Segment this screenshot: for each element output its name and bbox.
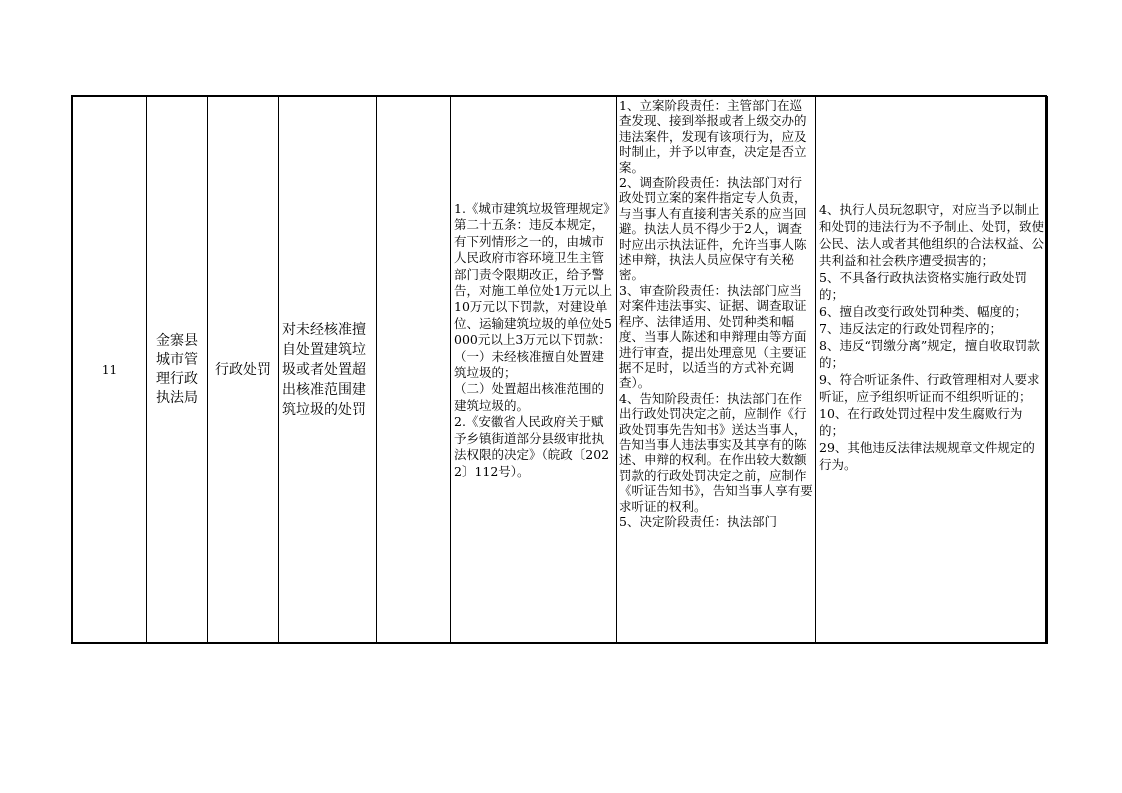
responsibility-text: 1、立案阶段责任：主管部门在巡查发现、接到举报或者上级交办的违法案件，发现有该项行为，应及时制止，并予以审查，决定是否立案。 2、调查阶段责任：执法部门对行政处罚立案的案件指定专人负责，与当事人有直接利害关系的应当回避。执法人员不得少于2人，调查时应出示执法证件，允许当事人陈述申辩，执法人员应保守有关秘密。 3、审查阶段责任：执法部门应当对案件违法事实、证据、调查取证程序、法律适用、处罚种类和幅度、当事人陈述和申辩理由等方面进行审查，提出处理意见（主要证据不足时，以适当的方式补充调查）。 4、告知阶段责任：执法部门在作出行政处罚决定之前，应制作《行政处罚事先告知书》送达当事人，告知当事人违法事实及其享有的陈述、申辩的权利。在作出较大数额罚款的行政处罚决定之前，应制作《听证告知书》，告知当事人享有要求听证的权利。 5、决定阶段责任：执法部门 — [619, 98, 813, 529]
category-cell — [208, 97, 279, 644]
row-number-cell — [73, 97, 147, 644]
responsibility-clip — [617, 97, 815, 643]
responsibility-cell — [617, 97, 816, 644]
accountability-text: 4、执行人员玩忽职守，对应当予以制止和处罚的违法行为不予制止、处罚，致使公民、法人或者其他组织的合法权益、公共利益和社会秩序遭受损害的； 5、不具备行政执法资格实施行政处罚的； 6、擅自改变行政处罚种类、幅度的； 7、违反法定的行政处罚程序的； 8、违反“罚缴分离”规定，擅自收取罚款的； 9、符合听证条件、行政管理相对人要求听证，应予组织听证而不组织听证的； 10、在行政处罚过程中发生腐败行为的； 29、其他违反法律法规规章文件规定的行为。 — [819, 202, 1045, 472]
power-list-table — [72, 96, 1048, 644]
department-name: 金寨县城市管理行政执法局 — [156, 333, 198, 406]
department-cell — [147, 97, 208, 644]
legal-basis-text: 1.《城市建筑垃圾管理规定》第二十五条：违反本规定，有下列情形之一的，由城市人民政府市容环境卫生主管部门责令限期改正，给予警告，对施工单位处1万元以上10万元以下罚款，对建设单位、运输建筑垃圾的单位处5000元以上3万元以下罚款： （一）未经核准擅自处置建筑垃圾的； （二）处置超出核准范围的建筑垃圾的。 2.《安徽省人民政府关于赋予乡镇街道部分县级审批执法权限的决定》（皖政〔2022〕112号）。 — [454, 201, 612, 479]
sub-item-cell — [377, 97, 451, 644]
power-item-name: 对未经核准擅自处置建筑垃圾或者处置超出核准范围建筑垃圾的处罚 — [282, 322, 366, 418]
table-row — [73, 97, 1048, 644]
row-number: 11 — [101, 363, 118, 377]
accountability-cell — [816, 97, 1048, 644]
item-name-cell — [279, 97, 377, 644]
legal-basis-cell — [451, 97, 617, 644]
power-category: 行政处罚 — [215, 361, 271, 378]
